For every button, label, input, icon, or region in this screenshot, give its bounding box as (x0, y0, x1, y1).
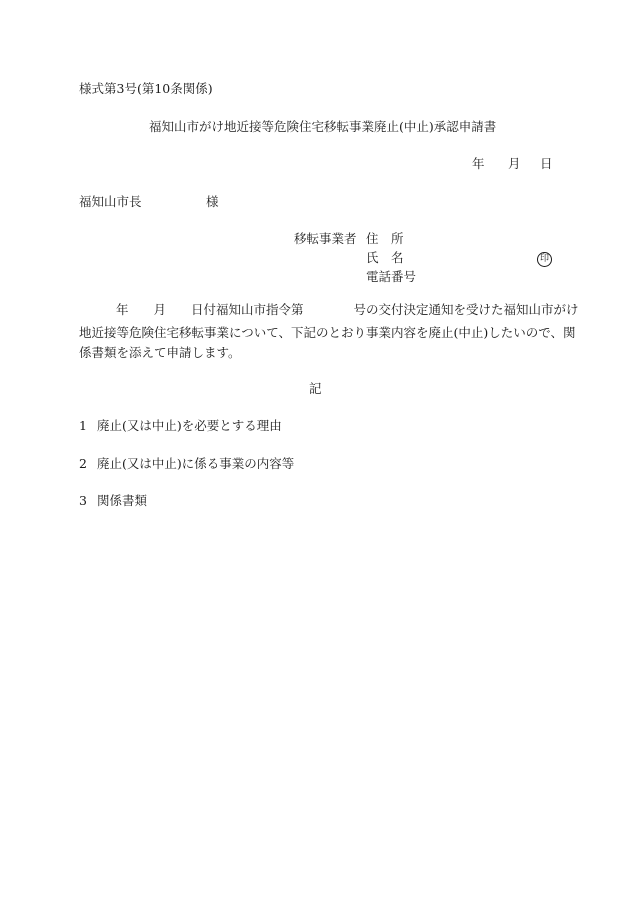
list-item-1 (79, 418, 282, 433)
body-line-1: 年 月 日付福知山市指令第 号の交付決定通知を受けた福知山市がけ (116, 302, 579, 317)
ki-heading: 記 (309, 381, 322, 396)
document-title: 福知山市がけ地近接等危険住宅移転事業廃止(中止)承認申請書 (149, 119, 497, 134)
applicant-role: 移転事業者 (294, 231, 357, 246)
address-label: 住 所 (366, 231, 404, 246)
list-item-text: 廃止(又は中止)に係る事業の内容等 (96, 456, 295, 471)
list-item-number: 3 (79, 493, 87, 508)
addressee-honorific: 様 (206, 194, 219, 209)
name-label: 氏 名 (366, 250, 404, 265)
seal-icon: 印 (537, 252, 552, 267)
list-item-3 (79, 493, 147, 508)
addressee-name: 福知山市長 (79, 194, 142, 209)
list-item-number: 2 (79, 456, 87, 471)
form-number: 様式第3号(第10条関係) (79, 81, 213, 96)
list-item-number: 1 (79, 418, 87, 433)
phone-label: 電話番号 (366, 269, 417, 284)
date-day-label: 日 (540, 156, 553, 171)
list-item-2 (79, 456, 294, 471)
date-month-label: 月 (508, 156, 521, 171)
seal-mark (537, 249, 552, 267)
list-item-text: 関係書類 (96, 493, 147, 508)
body-line-2: 地近接等危険住宅移転事業について、下記のとおり事業内容を廃止(中止)したいので、関 (79, 325, 576, 340)
body-line-3: 係書類を添えて申請します。 (79, 345, 241, 360)
date-year-label: 年 (472, 156, 485, 171)
list-item-text: 廃止(又は中止)を必要とする理由 (96, 418, 282, 433)
